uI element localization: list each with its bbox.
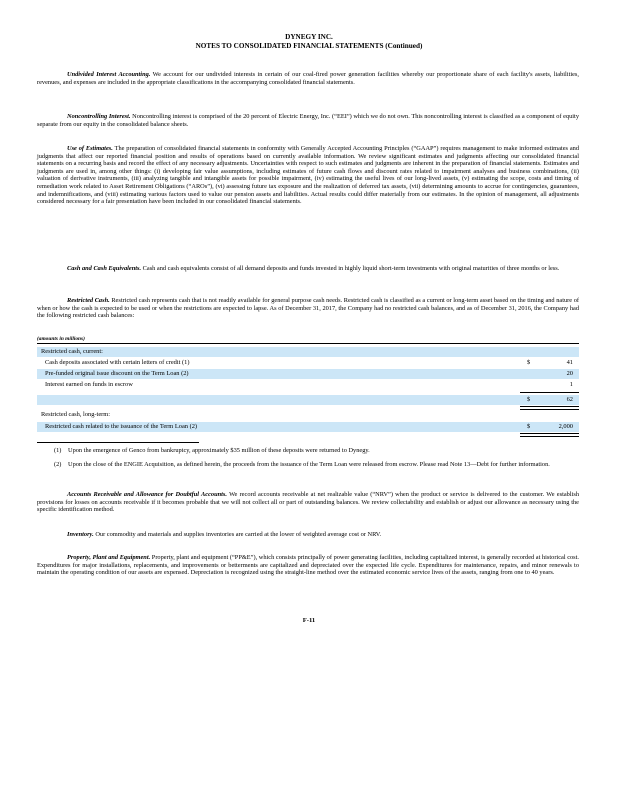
section-label: Restricted cash, current: bbox=[41, 348, 103, 355]
paragraph-body: The preparation of consolidated financial statements in conformity with Generally Accepted Accounting Principles (“GAAP”) requires management to make informed estimates and judgments that affect our reported financial position and results of operations based on currently available information. We review significant estimates and judgments affecting our consolidated financial statements on a recurring basis and record the effect of any necessary adjustments. Uncertainties with respect to such estimates and judgments are inherent in the preparation of financial statements. Estimates and judgments are used in, among other things: (i) developing fair value assumptions, including estimates of future cash flows and discount rates related to impairment analyses and business combinations, (ii) valuation of derivative instruments, (iii) analyzing tangible and intangible assets for possible impairment, (iv) estimating the useful lives of our long-lived assets, (v) estimating the scope, costs and timing of remediation work related to Asset Retirement Obligations (“AROs”), (vi) assessing future tax exposure and the realization of deferred tax assets, (vii) determining amounts to accrue for contingencies, guarantees, and indemnifications, and (viii) estimating various factors used to value our pension assets and liabilities. Actual results could differ materially from our estimates. In the opinion of management, all adjustments considered necessary for a fair presentation have been included in our consolidated financial statements. bbox=[37, 145, 579, 206]
paragraph-undivided-interest bbox=[37, 71, 579, 86]
row-amount: 2,000 bbox=[558, 423, 573, 430]
footnote-number: (1) bbox=[54, 447, 62, 454]
row-currency: $ bbox=[527, 359, 531, 366]
table-units-label: (amounts in millions) bbox=[37, 336, 579, 344]
page-title: NOTES TO CONSOLIDATED FINANCIAL STATEMENTS (Continued) bbox=[195, 42, 423, 50]
paragraph-body: Cash and cash equivalents consist of all demand deposits and funds invested in highly liquid short-term investments with original maturities of three months or less. bbox=[142, 265, 560, 272]
row-amount: 20 bbox=[566, 370, 573, 377]
row-label: Pre-funded original issue discount on the Term Loan (2) bbox=[45, 370, 189, 377]
footnote-number: (2) bbox=[54, 461, 62, 468]
paragraph-heading: Accounts Receivable and Allowance for Doubtful Accounts. bbox=[67, 491, 227, 498]
paragraph-accounts-receivable bbox=[37, 491, 579, 514]
paragraph-heading: Noncontrolling Interest. bbox=[67, 113, 131, 120]
paragraph-inventory bbox=[37, 531, 579, 539]
total-double-rule bbox=[520, 433, 579, 437]
table-section-header-current bbox=[37, 347, 579, 357]
row-currency: $ bbox=[527, 396, 531, 403]
table-row-total bbox=[37, 395, 579, 405]
row-currency: $ bbox=[527, 423, 531, 430]
row-amount: 41 bbox=[566, 359, 573, 366]
table-row bbox=[37, 369, 579, 379]
paragraph-heading: Inventory. bbox=[67, 531, 94, 538]
paragraph-body: Restricted cash represents cash that is not readily available for general purpose cash needs. Restricted cash is classified as a current or long-term asset based on the timing and nature of when or how the cash is expected to be used or when the restrictions are expected to lapse. As of December 31, 2017, the Company had no restricted cash balances, and as of December 31, 2016, the Company had the following restricted cash balances: bbox=[37, 297, 579, 320]
row-label: Cash deposits associated with certain letters of credit (1) bbox=[45, 359, 190, 366]
paragraph-body: Property, plant and equipment (“PP&E”), which consists principally of power generating facilities, including capitalized interest, is generally recorded at historical cost. Expenditures for major installations, replacements, and improvements or betterments are capitalized and depreciated over the expected life cycle. Expenditures for maintenance, repairs, and minor renewals to maintain the operating condition of our assets are expensed. Depreciation is recognized using the straight-line method over the estimated economic service lives of the assets, ranging from one to 40 years. bbox=[37, 554, 579, 577]
paragraph-body: We account for our undivided interests in certain of our coal-fired power generation facilities whereby our proportionate share of each facility's assets, liabilities, revenues, and expenses are included in the appropriate classifications in the accompanying consolidated financial statements. bbox=[37, 71, 579, 86]
paragraph-heading: Restricted Cash. bbox=[67, 297, 110, 304]
table-row bbox=[37, 422, 579, 432]
row-label: Restricted cash related to the issuance of the Term Loan (2) bbox=[45, 423, 198, 430]
company-name: DYNEGY INC. bbox=[285, 33, 333, 41]
footnote-separator bbox=[37, 442, 199, 443]
footnote bbox=[37, 447, 579, 456]
table-row bbox=[37, 380, 579, 390]
paragraph-cash-equivalents bbox=[37, 265, 579, 273]
paragraph-heading: Use of Estimates. bbox=[67, 145, 113, 152]
paragraph-heading: Undivided Interest Accounting. bbox=[67, 71, 151, 78]
footnote-text: Upon the emergence of Genco from bankruptcy, approximately $35 million of these deposits were returned to Dynegy. bbox=[68, 447, 370, 454]
paragraph-restricted-cash bbox=[37, 297, 579, 320]
paragraph-use-of-estimates bbox=[37, 145, 579, 206]
paragraph-property-plant-equipment bbox=[37, 554, 579, 577]
section-label: Restricted cash, long-term: bbox=[41, 411, 111, 418]
table-section-header-longterm bbox=[37, 410, 579, 420]
table-row bbox=[37, 358, 579, 368]
subtotal-rule bbox=[520, 392, 579, 393]
paragraph-heading: Cash and Cash Equivalents. bbox=[67, 265, 142, 272]
paragraph-body: Our commodity and materials and supplies inventories are carried at the lower of weighted average cost or NRV. bbox=[95, 531, 382, 538]
row-amount: 62 bbox=[566, 396, 573, 403]
paragraph-body: We record accounts receivable at net realizable value (“NRV”) when the product or service is delivered to the customer. We establish provisions for losses on accounts receivable if it becomes probable that we will not collect all or part of outstanding balances. We review collectability and establish or adjust our allowance as necessary using the specific identification method. bbox=[37, 491, 579, 514]
paragraph-heading: Property, Plant and Equipment. bbox=[67, 554, 151, 561]
page-number: F-11 bbox=[302, 617, 316, 624]
footnote-text: Upon the close of the ENGIE Acquisition, as defined herein, the proceeds from the issuance of the Term Loan were released from escrow. Please read Note 13—Debt for further information. bbox=[68, 461, 550, 468]
row-label: Interest earned on funds in escrow bbox=[45, 381, 133, 388]
footnote bbox=[37, 461, 579, 477]
row-amount: 1 bbox=[569, 381, 573, 388]
paragraph-body: Noncontrolling interest is comprised of the 20 percent of Electric Energy, Inc. (“EEI”) which we do not own. This noncontrolling interest is classified as a component of equity separate from our equity in the consolidated balance sheets. bbox=[37, 113, 579, 128]
paragraph-noncontrolling-interest bbox=[37, 113, 579, 128]
